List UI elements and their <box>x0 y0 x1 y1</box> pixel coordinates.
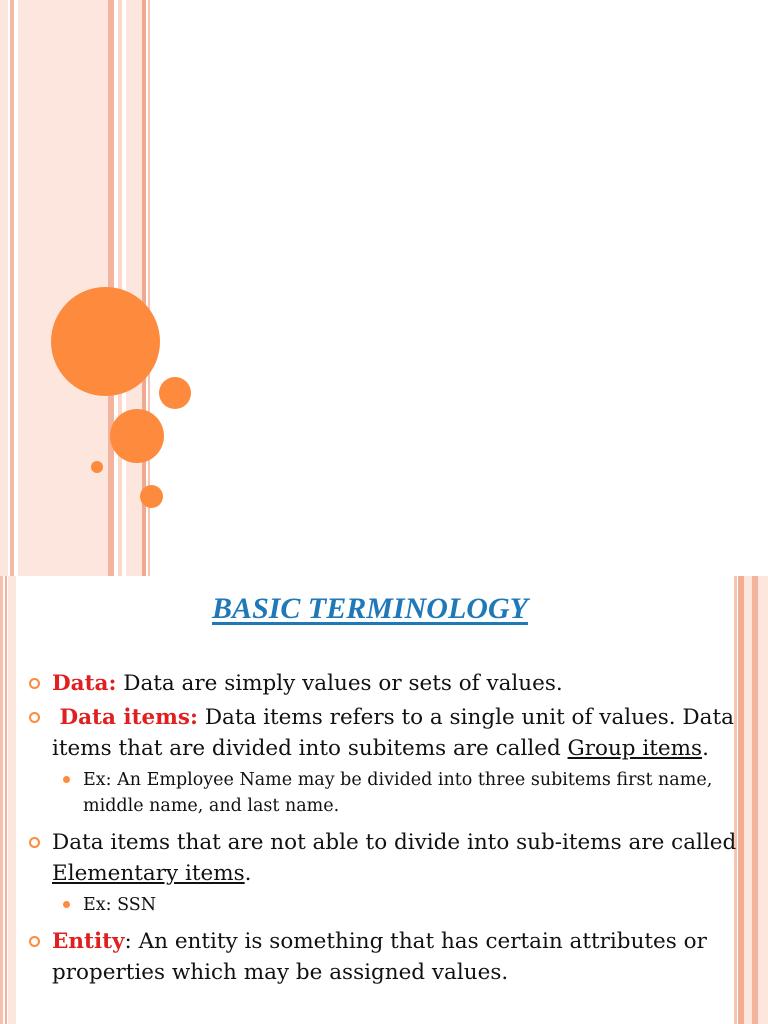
ring-bullet-icon <box>29 678 40 689</box>
definition-text: Data items that are not able to divide into sub-items are called <box>52 830 737 855</box>
decor-stripe <box>758 576 768 1024</box>
definition-text: Data are simply values or sets of values. <box>116 671 563 696</box>
bullet-item-data-items <box>28 702 738 764</box>
sub-bullet-text: Ex: An Employee Name may be divided into three subitems first name, middle name, and last name. <box>83 770 713 816</box>
decor-stripe <box>10 0 14 576</box>
definition-text-end: . <box>702 736 709 761</box>
dot-bullet-icon <box>63 776 70 783</box>
ring-bullet-icon <box>29 712 40 723</box>
decor-circle-medium <box>110 409 164 463</box>
definition-text-end: . <box>244 861 252 886</box>
term-label: Entity <box>52 929 125 954</box>
dot-bullet-icon <box>63 901 70 908</box>
decor-stripe <box>5 576 7 1024</box>
ring-bullet-icon <box>29 837 40 848</box>
definition-text: Data items refers to a single unit of values. Data items that are divided into subitems are called <box>52 705 734 761</box>
sub-bullet-item <box>28 767 738 819</box>
term-label: Data: <box>52 671 117 696</box>
ring-bullet-icon <box>29 936 40 947</box>
slide-title: BASIC TERMINOLOGY <box>212 592 528 625</box>
decor-stripe <box>8 576 16 1024</box>
sub-bullet-text: Ex: SSN <box>83 895 157 915</box>
bullet-item-elementary <box>28 827 738 889</box>
term-label: Data items: <box>52 705 198 730</box>
decor-stripe <box>0 576 3 1024</box>
sub-bullet-item <box>28 892 738 918</box>
bullet-item-data <box>28 668 738 699</box>
content-slide <box>0 576 768 1024</box>
definition-text: : An entity is something that has certain attributes or properties which may be assigned values. <box>52 929 707 985</box>
decor-circle-small <box>159 377 191 409</box>
underlined-term: Group items <box>567 736 703 761</box>
decor-circle-large <box>51 287 160 396</box>
decor-stripe <box>744 576 752 1024</box>
decor-circle-small <box>140 485 163 508</box>
bullet-list <box>28 668 738 991</box>
bullet-item-entity <box>28 926 738 988</box>
decor-stripe <box>126 0 142 576</box>
decor-circle-tiny <box>91 461 103 473</box>
decor-stripe <box>0 0 8 576</box>
underlined-term: Elementary items <box>52 861 245 886</box>
